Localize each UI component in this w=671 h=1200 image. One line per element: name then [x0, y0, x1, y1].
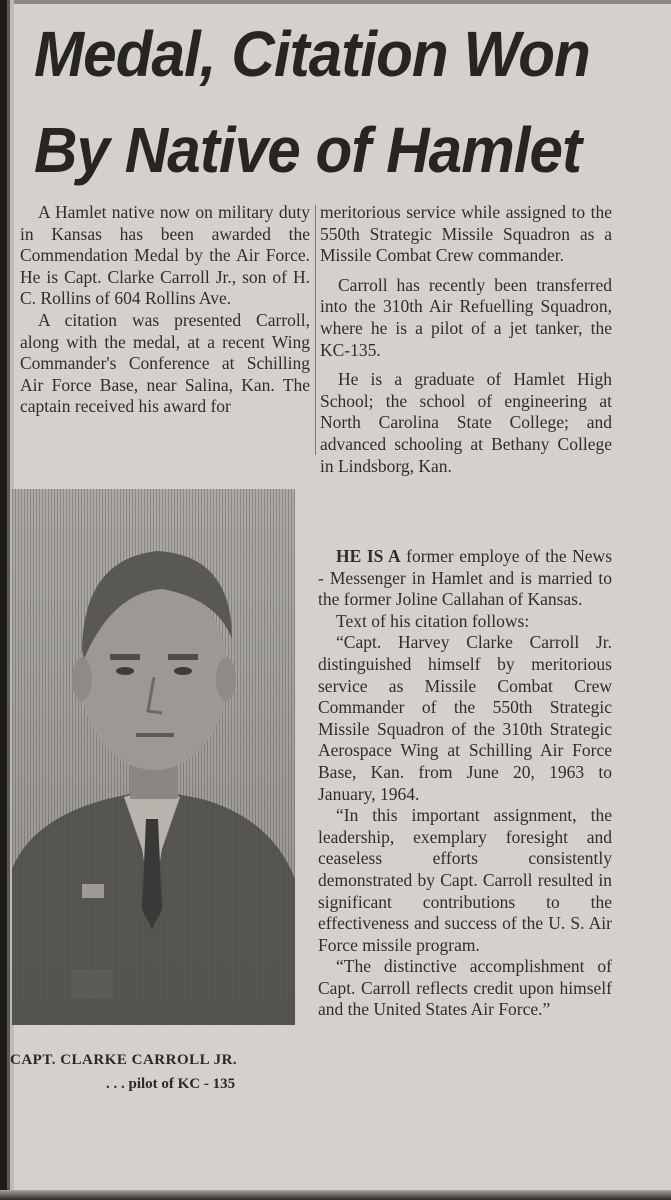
caption-subtitle: . . . pilot of KC - 135: [106, 1076, 236, 1092]
article-paragraph: “Capt. Harvey Clarke Carroll Jr. distinguished himself by meritorious service as Missile Combat Crew Commander of the 550th Strategic Missile Squadron of the 310th Strategic Aerospace Wing at Schilling Air Force Base, Kan. from June 20, 1963 to January, 1964.: [318, 632, 612, 804]
subhead-lead: HE IS A: [336, 546, 401, 566]
caption-name: CAPT. CLARKE CARROLL JR.: [10, 1052, 238, 1068]
portrait-photo-icon: [12, 489, 295, 1025]
article-paragraph: He is a graduate of Hamlet High School; the school of engineering at North Carolina State College; and advanced schooling at Bethany College in Lindsborg, Kan.: [320, 369, 612, 476]
article-paragraph: “The distinctive accomplishment of Capt. Carroll reflects credit upon himself and the United States Air Force.”: [318, 956, 612, 1020]
clipping-bottom-edge: [0, 1190, 671, 1200]
article-column-left: [20, 202, 310, 418]
headline: [34, 6, 617, 198]
headline-line-1: Medal, Citation Won: [34, 18, 590, 90]
article-paragraph: meritorious service while assigned to the 550th Strategic Missile Squadron as a Missile Combat Crew commander.: [320, 202, 612, 266]
photo-caption: [10, 1048, 310, 1096]
article-paragraph: A Hamlet native now on military duty in Kansas has been awarded the Commendation Medal by the Air Force. He is Capt. Clarke Carroll Jr., son of H. C. Rollins of 604 Rollins Ave.: [20, 202, 310, 309]
article-paragraph: “In this important assignment, the leadership, exemplary foresight and ceaseless efforts consistently demonstrated by Capt. Carroll resulted in significant contributions to the effectiveness and success of the U. S. Air Force missile program.: [318, 805, 612, 955]
article-text: former employe of the News - Messenger in Hamlet and is married to the former Joline Callahan of Kansas.: [318, 546, 613, 610]
article-paragraph: Text of his citation follows:: [336, 610, 530, 631]
headline-line-2: By Native of Hamlet: [34, 114, 582, 186]
article-paragraph: [318, 546, 612, 611]
article-column-right-continued: [318, 546, 612, 1021]
article-column-right: [320, 202, 612, 477]
portrait-photo: [12, 489, 295, 1025]
clipping-top-edge: [0, 0, 671, 4]
column-divider: [315, 205, 316, 455]
article-paragraph: A citation was presented Carroll, along with the medal, at a recent Wing Commander's Conference at Schilling Air Force Base, near Salina, Kan. The captain received his award for: [20, 309, 310, 417]
article-paragraph: Carroll has recently been transferred into the 310th Air Refuelling Squadron, where he is a pilot of a jet tanker, the KC-135.: [320, 274, 612, 360]
